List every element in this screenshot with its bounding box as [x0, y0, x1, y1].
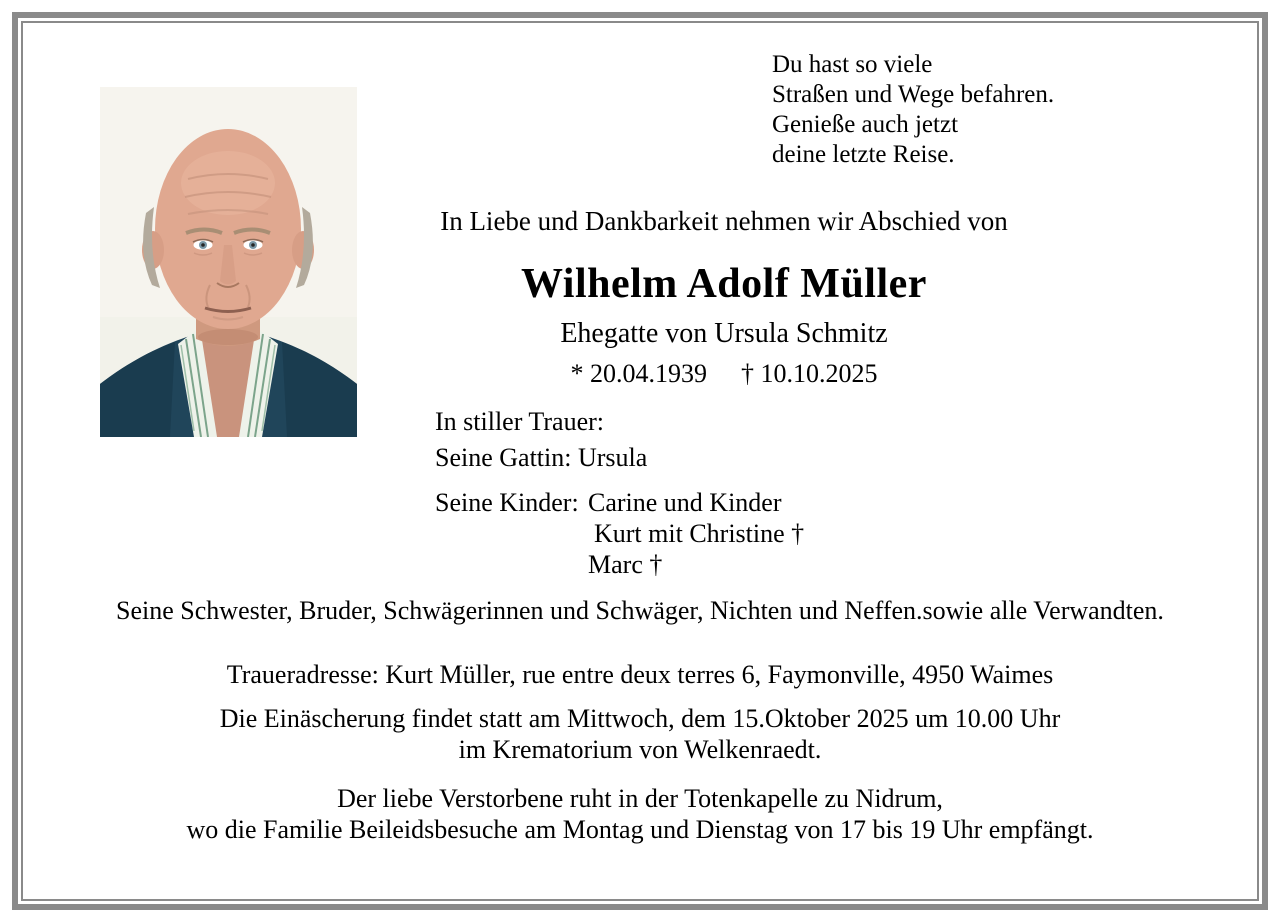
child-line: Carine und Kinder	[588, 488, 782, 517]
children-row	[435, 487, 804, 580]
intro-line: In Liebe und Dankbarkeit nehmen wir Abschied von	[440, 206, 1008, 236]
chapel-line: wo die Familie Beileidsbesuche am Montag und Dienstag von 17 bis 19 Uhr empfängt.	[186, 815, 1094, 844]
children-label: Seine Kinder:	[435, 488, 579, 517]
mourning-address-line: Traueradresse: Kurt Müller, rue entre deux terres 6, Faymonville, 4950 Waimes	[226, 660, 1054, 689]
poem-line: deine letzte Reise.	[772, 141, 955, 168]
relatives-line: Seine Schwester, Bruder, Schwägerinnen und Schwäger, Nichten und Neffen.sowie alle Verwandten.	[116, 596, 1164, 625]
spouse-line: Seine Gattin: Ursula	[435, 443, 648, 472]
poem-line: Straßen und Wege befahren.	[772, 81, 1055, 108]
cremation-info	[25, 703, 1255, 765]
poem-line: Du hast so viele	[772, 51, 933, 78]
chapel-line: Der liebe Verstorbene ruht in der Totenkapelle zu Nidrum,	[337, 784, 943, 813]
children-list	[588, 487, 804, 580]
cremation-line: Die Einäscherung findet statt am Mittwoch, dem 15.Oktober 2025 um 10.00 Uhr	[219, 704, 1061, 733]
poem	[772, 50, 1054, 170]
poem-line: Genieße auch jetzt	[772, 111, 959, 138]
portrait-photo	[100, 87, 357, 437]
death-date: † 10.10.2025	[741, 359, 878, 388]
mourning-heading: In stiller Trauer:	[435, 407, 604, 436]
child-line: Kurt mit Christine †	[594, 519, 805, 548]
chapel-info	[25, 783, 1255, 845]
birth-date: * 20.04.1939	[570, 359, 707, 388]
relation-line: Ehegatte von Ursula Schmitz	[560, 318, 888, 349]
life-dates	[362, 359, 1086, 389]
cremation-line: im Krematorium von Welkenraedt.	[458, 735, 822, 764]
child-line: Marc †	[588, 550, 663, 579]
mourning-block	[435, 404, 804, 580]
deceased-name: Wilhelm Adolf Müller	[521, 261, 927, 307]
portrait-illustration	[100, 87, 357, 437]
